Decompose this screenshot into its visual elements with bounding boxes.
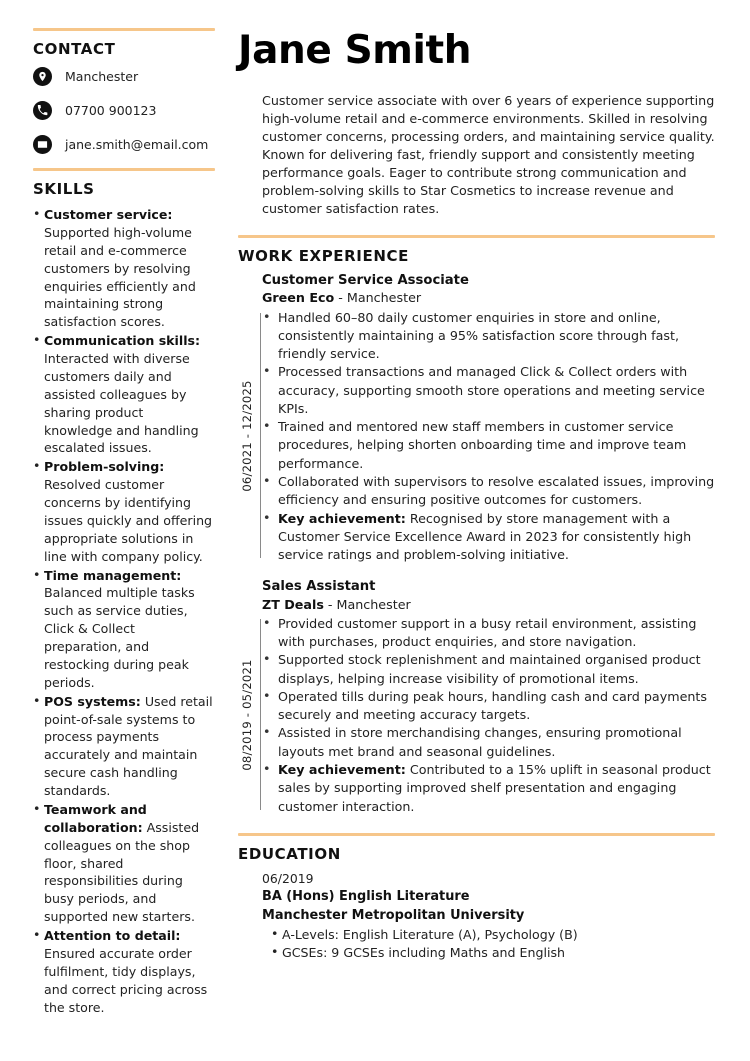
bullet-text: Trained and mentored new staff members in customer service procedures, helping shorten onboarding time and improve team performance. xyxy=(278,419,687,471)
main-column xyxy=(229,28,715,1061)
education-divider xyxy=(238,833,715,836)
contact-item-location[interactable] xyxy=(33,66,215,86)
skill-item xyxy=(33,206,215,331)
skills-divider-wrap xyxy=(33,168,215,171)
skill-text: Interacted with diverse customers daily and assisted colleagues by sharing product knowledge and handling escalated issues. xyxy=(44,351,199,456)
bullet-label: Key achievement: xyxy=(278,762,406,777)
skill-text: Resolved customer concerns by identifying issues quickly and offering appropriate solutions in line with company policy. xyxy=(44,477,213,564)
job-dates: 06/2021 - 12/2025 xyxy=(240,380,254,493)
skill-item xyxy=(33,332,215,457)
job-bullet xyxy=(266,724,715,761)
bullet-text: Handled 60–80 daily customer enquiries in store and online, consistently maintaining a 95% satisfaction score through fast, friendly service. xyxy=(278,309,680,362)
contact-item-phone[interactable] xyxy=(33,100,215,120)
contact-email-value: jane.smith@email.com xyxy=(65,136,209,152)
skill-text: Used retail point-of-sale systems to process payments accurately and maintain secure cash handling standards. xyxy=(44,693,213,798)
skills-divider xyxy=(33,168,215,171)
job-bullet-list xyxy=(266,615,715,816)
job-company-name: Green Eco xyxy=(262,290,335,306)
job-date-rail xyxy=(238,615,256,816)
skills-list xyxy=(33,206,215,1016)
contact-list xyxy=(33,66,215,154)
education-point: • GCSEs: 9 GCSEs including Maths and English xyxy=(271,944,715,962)
envelope-icon xyxy=(33,135,52,154)
job-bullet xyxy=(266,510,715,565)
skills-heading: SKILLS xyxy=(33,180,95,198)
contact-heading: CONTACT xyxy=(33,40,116,58)
education-points-list xyxy=(262,926,715,963)
education-section xyxy=(238,833,715,963)
contact-item-email[interactable] xyxy=(33,134,215,154)
skill-label: POS systems: xyxy=(44,693,141,709)
location-pin-icon xyxy=(33,67,52,86)
job-company-line xyxy=(262,289,715,306)
bullet-label: Key achievement: xyxy=(278,510,406,526)
job-dates: 08/2019 - 05/2021 xyxy=(240,659,254,771)
job-entry xyxy=(238,578,715,815)
education-degree: BA (Hons) English Literature xyxy=(262,888,470,904)
job-title: Customer Service Associate xyxy=(262,273,469,289)
skill-label: Problem-solving: xyxy=(44,459,165,475)
job-bullet xyxy=(266,688,715,725)
bullet-text: Operated tills during peak hours, handling cash and card payments securely and meeting accuracy targets. xyxy=(278,688,707,723)
phone-icon xyxy=(33,101,52,120)
skill-text: Assisted colleagues on the shop floor, shared responsibilities during busy periods, and supported new starters. xyxy=(44,819,200,925)
skill-label: Customer service: xyxy=(44,207,173,222)
education-point: • A-Levels: English Literature (A), Psychology (B) xyxy=(271,926,715,944)
skill-item xyxy=(33,693,215,800)
contact-location-value: Manchester xyxy=(65,68,139,84)
job-company-name: ZT Deals xyxy=(262,596,324,612)
skill-text: Ensured accurate order fulfilment, tidy displays, and correct pricing across the store. xyxy=(44,945,208,1015)
skill-label: Teamwork and collaboration: xyxy=(44,801,147,835)
job-separator: - xyxy=(334,290,347,306)
job-title: Sales Assistant xyxy=(262,579,376,595)
contact-divider xyxy=(33,28,215,31)
job-entry xyxy=(238,272,715,564)
job-body xyxy=(238,309,715,565)
job-bullet xyxy=(266,363,715,418)
skill-label: Attention to detail: xyxy=(44,928,181,943)
education-date: 06/2019 xyxy=(262,870,314,886)
sidebar xyxy=(33,28,229,1061)
job-bullet xyxy=(266,473,715,510)
education-school: Manchester Metropolitan University xyxy=(262,907,525,923)
job-bullet-list xyxy=(266,309,715,565)
job-bullet xyxy=(266,761,715,816)
skill-text: Supported high-volume retail and e-commerce customers by resolving enquiries efficiently and maintaining strong satisfaction scores. xyxy=(44,224,196,330)
bullet-text: Contributed to a 15% uplift in seasonal product sales by supporting improved shelf presentation and engaging customer interaction. xyxy=(278,762,711,814)
bullet-text: Collaborated with supervisors to resolve escalated issues, improving efficiency and ensuring positive outcomes for customers. xyxy=(278,474,715,508)
skill-item xyxy=(33,458,215,565)
job-company-line xyxy=(262,596,715,613)
work-experience-divider xyxy=(238,235,715,238)
skill-item xyxy=(33,567,215,692)
bullet-text: Processed transactions and managed Click & Collect orders with accuracy, supporting smooth store operations and meeting service KPIs. xyxy=(278,364,705,416)
skill-text: Balanced multiple tasks such as service duties, Click & Collect preparation, and restocking during peak periods. xyxy=(44,585,195,690)
job-timeline xyxy=(256,615,266,816)
skill-item xyxy=(33,801,215,926)
job-date-rail xyxy=(238,309,256,565)
education-heading: EDUCATION xyxy=(238,844,341,863)
bullet-text: Assisted in store merchandising changes, ensuring promotional layouts met brand and seasonal guidelines. xyxy=(278,725,682,759)
skill-label: Time management: xyxy=(44,567,182,583)
education-entry xyxy=(262,870,715,963)
bullet-text: Recognised by store management with a Customer Service Excellence Award in 2023 for consistently high service ratings and problem-solving initiative. xyxy=(278,510,692,563)
job-bullet xyxy=(266,418,715,473)
candidate-name: Jane Smith xyxy=(238,28,472,73)
job-bullet xyxy=(266,651,715,688)
bullet-text: Supported stock replenishment and maintained organised product displays, helping increase visibility of promotional items. xyxy=(278,652,701,686)
work-experience-heading: WORK EXPERIENCE xyxy=(238,247,409,266)
job-bullet xyxy=(266,615,715,652)
job-location: Manchester xyxy=(346,290,422,306)
bullet-text: Provided customer support in a busy retail environment, assisting with purchases, product enquiries, and store navigation. xyxy=(278,615,697,650)
job-body xyxy=(238,615,715,816)
skill-label: Communication skills: xyxy=(44,333,201,349)
job-location: Manchester xyxy=(336,596,411,612)
work-experience-section xyxy=(238,235,715,816)
job-bullet xyxy=(266,309,715,364)
professional-summary: Customer service associate with over 6 years of experience supporting high-volume retail and e-commerce environments. Skilled in resolving customer concerns, processing orders, and maintaining service quality. Known for delivering fast, friendly support and consistently meeting performance goals. Eager to contribute strong communication and problem-solving skills to Star Cosmetics to increase revenue and customer satisfaction rates. xyxy=(262,93,715,217)
job-separator: - xyxy=(323,596,337,612)
contact-phone-value: 07700 900123 xyxy=(65,102,157,118)
skill-item xyxy=(33,927,215,1016)
